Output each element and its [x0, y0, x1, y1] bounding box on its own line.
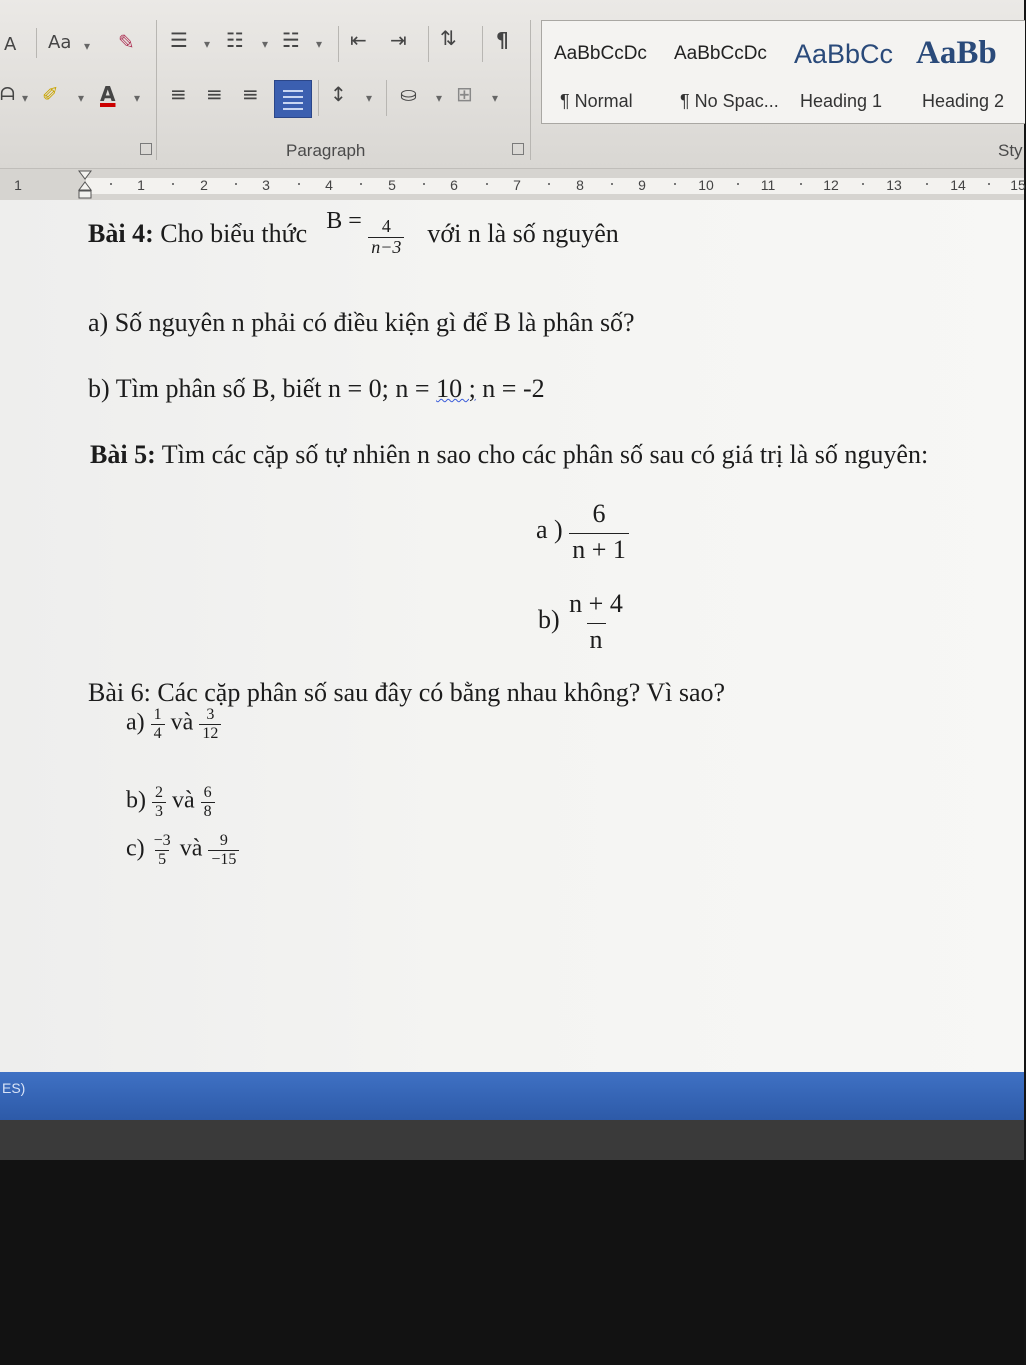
fraction-denominator: n + 1 [569, 533, 629, 565]
group-separator [156, 20, 157, 160]
bai5b-fraction [566, 590, 626, 654]
fraction-denominator: −15 [208, 850, 239, 869]
style-preview: AaBbCcDc [554, 43, 647, 64]
bai4b-suffix: n = -2 [475, 374, 545, 403]
font-dialog-launcher-icon[interactable] [140, 143, 152, 155]
ruler-tick [988, 183, 990, 185]
fraction [199, 706, 221, 742]
chevron-down-icon[interactable]: ▾ [366, 91, 373, 105]
show-paragraph-marks-icon[interactable]: ¶ [496, 28, 509, 52]
ruler-number: 1 [137, 177, 145, 193]
justify-icon-line [283, 96, 303, 98]
separator [36, 28, 37, 58]
bai4-text-after: với n là số nguyên [427, 219, 619, 248]
grow-font-button[interactable]: A [4, 34, 17, 55]
fraction [151, 706, 165, 742]
justify-icon-line [283, 90, 303, 92]
monitor-bezel [0, 1160, 1024, 1365]
ruler-tick [110, 183, 112, 185]
ruler-tick [235, 183, 237, 185]
chevron-down-icon[interactable]: ▾ [492, 91, 499, 105]
fraction-denominator: 3 [152, 802, 166, 821]
bullets-icon[interactable]: ☰ [170, 28, 188, 52]
ruler-number: 14 [950, 177, 966, 193]
ruler-tick [800, 183, 802, 185]
document-page[interactable] [0, 200, 1024, 1072]
ruler-number: 13 [886, 177, 902, 193]
chevron-down-icon[interactable]: ▾ [84, 39, 91, 53]
chevron-down-icon[interactable]: ▾ [436, 91, 443, 105]
ruler-tick [423, 183, 425, 185]
ribbon [0, 0, 1024, 168]
highlight-color-icon[interactable]: ✐ [42, 82, 59, 106]
bai5-text: Tìm các cặp số tự nhiên n sao cho các phân số sau có giá trị là số nguyên: [161, 440, 929, 469]
ruler-tick [926, 183, 928, 185]
styles-group-label: Sty [998, 141, 1023, 160]
chevron-down-icon[interactable]: ▾ [316, 37, 323, 51]
language-indicator[interactable]: ES) [2, 1080, 26, 1096]
group-separator [530, 20, 531, 160]
formula-b-fraction [368, 217, 404, 258]
style-preview: AaBb [916, 35, 997, 71]
fraction-denominator: n−3 [368, 237, 404, 258]
chevron-down-icon[interactable]: ▾ [262, 37, 269, 51]
fraction-numerator: 4 [381, 216, 391, 236]
ruler-number: 6 [450, 177, 458, 193]
fraction-numerator: n + 4 [569, 589, 623, 618]
ruler-number: 11 [760, 177, 776, 193]
conjunction: và [170, 709, 194, 736]
style-heading-1[interactable] [782, 21, 902, 121]
bai5b-line [538, 590, 626, 654]
style-heading-2[interactable] [904, 21, 1024, 121]
fraction-denominator: n [587, 623, 606, 655]
fraction [151, 832, 174, 868]
justify-icon-line [283, 108, 303, 110]
bai5a-line [536, 500, 629, 564]
align-left-icon[interactable]: ≡ [170, 82, 187, 106]
item-label: a) [126, 709, 145, 736]
ruler-track [86, 178, 1024, 194]
style-name: ¶ Normal [560, 91, 633, 111]
bai5b-label: b) [538, 605, 560, 635]
fraction [152, 784, 166, 820]
fraction-numerator: −3 [153, 832, 171, 849]
style-name: Heading 1 [800, 91, 883, 111]
ruler-number: 8 [576, 177, 584, 193]
justify-icon-line [283, 102, 303, 104]
fraction [201, 784, 215, 820]
bai5-heading: Bài 5: [90, 440, 156, 469]
ruler-tick [298, 183, 300, 185]
style-normal[interactable] [542, 21, 662, 121]
ruler-tick [360, 183, 362, 185]
chevron-down-icon[interactable]: ▾ [78, 91, 85, 105]
separator [386, 80, 387, 116]
style-preview: AaBbCc [794, 39, 894, 69]
shading-icon[interactable]: ⛀ [400, 82, 417, 106]
separator [428, 26, 429, 62]
style-name: Heading 2 [922, 91, 1005, 111]
ruler-number: 12 [823, 177, 839, 193]
paragraph-group-label: Paragraph [286, 141, 366, 160]
fraction-numerator: 6 [592, 499, 606, 528]
fraction-numerator: 1 [153, 706, 162, 723]
fraction-numerator: 9 [219, 832, 228, 849]
bai4-line [88, 208, 619, 258]
fraction-denominator: 4 [151, 724, 165, 743]
ruler-number: 3 [262, 177, 270, 193]
style-preview: AaBbCcDc [674, 43, 767, 64]
sort-icon[interactable]: ⇅ [440, 26, 457, 50]
bai4-heading: Bài 4: [88, 219, 154, 248]
conjunction: và [172, 787, 195, 814]
text-effects-icon[interactable]: ᗩ [0, 84, 15, 105]
ruler-number: 2 [200, 177, 208, 193]
item-label: b) [126, 787, 146, 814]
ruler-number: 15 [1010, 177, 1026, 193]
justify-button[interactable] [274, 80, 312, 118]
ruler-number: 9 [638, 177, 646, 193]
change-case-button[interactable]: Aa [48, 32, 72, 53]
clear-formatting-icon[interactable]: ✎ [118, 30, 135, 54]
fraction [208, 832, 239, 868]
fraction-numerator: 3 [206, 706, 215, 723]
chevron-down-icon[interactable]: ▾ [22, 91, 29, 105]
bai5a-fraction [569, 500, 629, 564]
align-center-icon[interactable]: ≡ [206, 82, 223, 106]
fraction-denominator: 8 [201, 802, 215, 821]
spelling-squiggle[interactable]: 10 ; [436, 374, 476, 403]
paragraph-dialog-launcher-icon[interactable] [512, 143, 524, 155]
increase-indent-icon[interactable]: ⇥ [390, 28, 407, 52]
bai5a-label: a ) [536, 515, 563, 545]
line-spacing-icon[interactable]: ↕ [330, 82, 347, 106]
decrease-indent-icon[interactable]: ⇤ [350, 28, 367, 52]
styles-gallery [541, 20, 1025, 124]
bai4b-prefix: b) Tìm phân số B, biết n = 0; n = [88, 374, 437, 403]
fraction-numerator: 2 [155, 784, 163, 801]
indent-marker-icon[interactable] [78, 169, 92, 199]
font-color-icon[interactable]: A [100, 82, 116, 106]
ruler-tick [611, 183, 613, 185]
screen-bottom-edge [0, 1120, 1024, 1160]
bai4a-line: a) Số nguyên n phải có điều kiện gì để B là phân số? [88, 308, 635, 337]
bai5-line [90, 440, 928, 470]
numbering-icon[interactable]: ☷ [226, 28, 244, 52]
bai6c-line [126, 832, 239, 868]
conjunction: và [179, 835, 203, 862]
bai6b-line [126, 784, 215, 820]
ruler-tick [737, 183, 739, 185]
fraction-numerator: 6 [203, 784, 212, 801]
separator [318, 80, 319, 116]
separator [482, 26, 483, 62]
ruler-number: 1 [14, 177, 22, 193]
ruler-tick [674, 183, 676, 185]
ruler-number: 10 [698, 177, 714, 193]
status-bar [0, 1072, 1024, 1120]
chevron-down-icon[interactable]: ▾ [134, 91, 141, 105]
fraction-denominator: 12 [199, 724, 221, 743]
fraction-denominator: 5 [155, 850, 169, 869]
ruler-tick [548, 183, 550, 185]
bai6-line: Bài 6: Các cặp phân số sau đây có bằng nhau không? Vì sao? [88, 678, 726, 707]
style-no-spacing[interactable] [662, 21, 782, 121]
formula-b-lhs: B = [326, 208, 362, 234]
ruler-tick [862, 183, 864, 185]
bai4-text: Cho biểu thức [160, 219, 308, 248]
bai6a-line [126, 706, 221, 742]
ruler-tick [486, 183, 488, 185]
ruler-number: 7 [513, 177, 521, 193]
borders-icon[interactable]: ⊞ [456, 82, 473, 106]
separator [338, 26, 339, 62]
ruler-number: 5 [388, 177, 396, 193]
ruler-tick [172, 183, 174, 185]
align-right-icon[interactable]: ≡ [242, 82, 259, 106]
multilevel-list-icon[interactable]: ☵ [282, 28, 300, 52]
horizontal-ruler[interactable] [0, 168, 1024, 201]
style-name: ¶ No Spac... [680, 91, 779, 111]
bai4b-line [88, 374, 545, 404]
chevron-down-icon[interactable]: ▾ [204, 37, 211, 51]
item-label: c) [126, 835, 145, 862]
ruler-number: 4 [325, 177, 333, 193]
